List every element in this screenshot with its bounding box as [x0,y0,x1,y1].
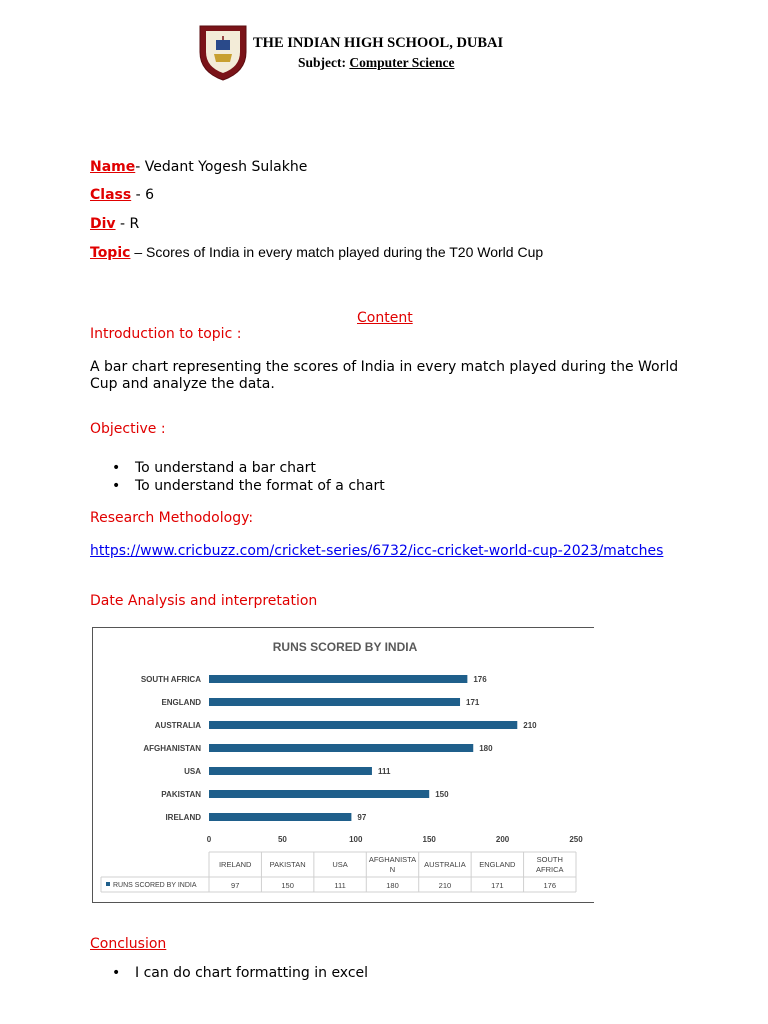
intro-heading: Introduction to topic : [90,326,242,342]
data-label: 111 [377,767,391,776]
objective-heading: Objective : [90,421,166,437]
legend-label: RUNS SCORED BY INDIA [113,882,197,889]
objective-list [90,459,385,495]
bar [209,813,351,821]
objective-item: • To understand a bar chart [90,459,385,477]
data-label: 210 [523,721,537,730]
school-logo [196,22,250,82]
bar [209,744,473,752]
table-cell: 176 [543,881,557,890]
intro-paragraph: A bar chart representing the scores of India in every match played during the World Cup and analyze the data. [90,359,679,392]
name-label: Name [90,159,136,175]
table-cell: 111 [334,881,346,890]
bars-group [141,675,537,822]
bar [209,698,460,706]
bar-chart [92,627,594,903]
div-label: Div [90,216,116,232]
objective-item: • To understand the format of a chart [90,477,385,495]
data-label: 150 [435,790,449,799]
div-field [90,216,139,232]
data-label: 180 [479,744,493,753]
conclusion-item: • I can do chart formatting in excel [90,964,368,982]
table-header: PAKISTAN [269,860,306,869]
x-tick-label: 50 [277,835,287,844]
topic-field [90,244,543,261]
data-label: 176 [473,675,487,684]
school-name: THE INDIAN HIGH SCHOOL, DUBAI [253,35,504,51]
table-header: N [389,865,396,874]
x-tick-label: 150 [422,835,436,844]
category-label: AFGHANISTAN [143,744,201,753]
table-header: SOUTH [536,855,563,864]
div-value: - R [115,216,140,232]
x-tick-label: 0 [206,835,212,844]
bar [209,721,517,729]
x-tick-label: 100 [349,835,363,844]
table-header: AUSTRALIA [424,860,466,869]
name-value: - Vedant Yogesh Sulakhe [135,159,308,175]
table-header: IRELAND [218,860,252,869]
category-label: IRELAND [165,813,201,822]
table-cell: 210 [438,881,452,890]
table-cell: 180 [386,881,399,890]
class-field [90,187,154,203]
topic-value: – Scores of India in every match played during the T20 World Cup [130,244,544,260]
data-table [101,852,576,892]
table-cell: 97 [231,881,240,890]
subject-line [298,55,454,71]
x-tick-label: 200 [495,835,510,844]
content-heading: Content [357,310,413,326]
table-header: USA [332,860,348,869]
class-label: Class [90,187,132,203]
table-cell: 171 [491,881,504,890]
chart-svg [93,628,595,904]
category-label: PAKISTAN [161,790,201,799]
table-header: AFGHANISTA [368,855,417,864]
name-field [90,159,307,175]
x-axis-ticks [207,835,583,844]
x-tick-label: 250 [569,835,583,844]
subject-value: Computer Science [349,55,455,70]
data-label: 97 [357,813,367,822]
category-label: USA [184,767,201,776]
subject-label: Subject: [298,55,346,70]
conclusion-list [90,964,368,982]
research-heading: Research Methodology: [90,510,254,526]
table-cell: 150 [281,881,294,890]
category-label: SOUTH AFRICA [140,675,201,684]
analysis-heading: Date Analysis and interpretation [90,593,318,609]
table-header: ENGLAND [479,860,516,869]
conclusion-heading: Conclusion [90,936,167,952]
research-link[interactable]: https://www.cricbuzz.com/cricket-series/6732/icc-cricket-world-cup-2023/matches [90,543,664,559]
bar [209,790,429,798]
class-value: - 6 [131,187,155,203]
category-label: ENGLAND [161,698,201,707]
table-header: AFRICA [536,865,564,874]
legend-swatch [106,882,110,886]
category-label: AUSTRALIA [154,721,201,730]
data-label: 171 [466,698,480,707]
chart-title: RUNS SCORED BY INDIA [272,640,418,654]
bar [209,767,372,775]
bar [209,675,467,683]
topic-label: Topic [90,245,131,261]
